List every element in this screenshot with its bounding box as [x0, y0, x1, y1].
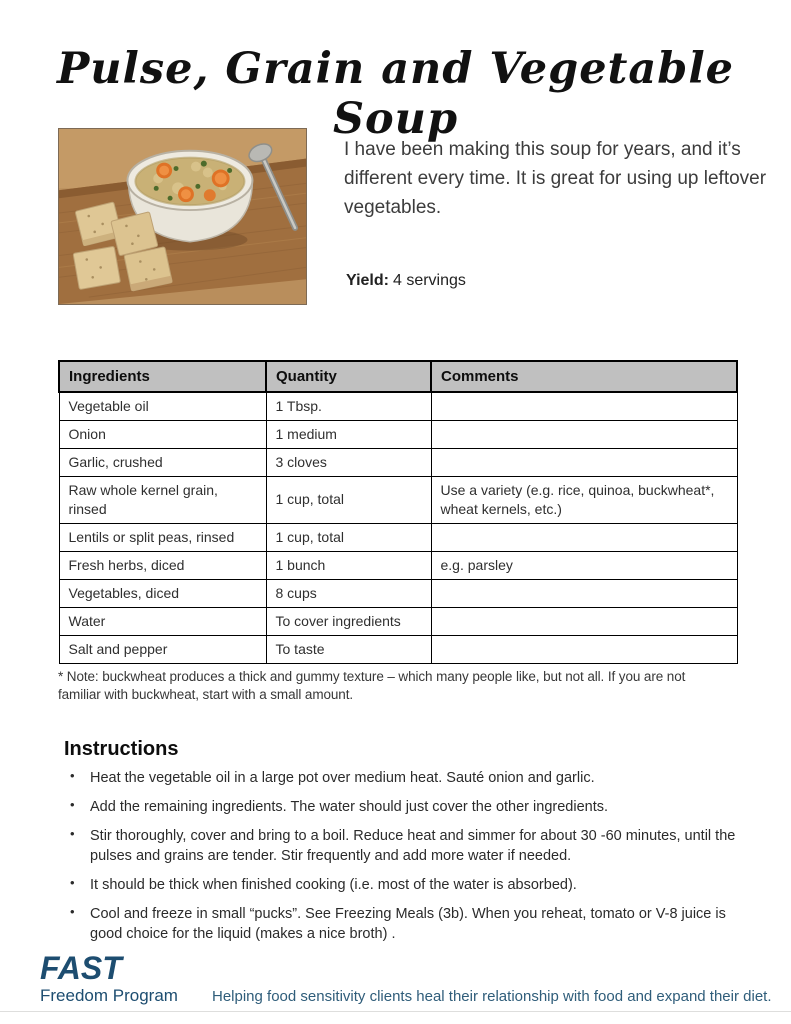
instruction-step: • Cool and freeze in small “pucks”. See Freezing Meals (3b). When you reheat, tomato or V-8 juice is good choice for the liquid (makes a nice broth) . — [64, 904, 754, 944]
cell-ingredient: Raw whole kernel grain, rinsed — [59, 476, 266, 523]
col-header-quantity: Quantity — [266, 361, 431, 392]
cell-ingredient: Vegetables, diced — [59, 579, 266, 607]
table-row — [59, 420, 737, 448]
instruction-step: • Heat the vegetable oil in a large pot over medium heat. Sauté onion and garlic. — [64, 768, 754, 788]
intro-text: I have been making this soup for years, and it’s different every time. It is great for using up leftover vegetables. — [344, 139, 767, 218]
cell-comment — [431, 448, 737, 476]
cell-ingredient: Water — [59, 607, 266, 635]
footer-tagline: Helping food sensitivity clients heal their relationship with food and expand their diet. — [212, 988, 772, 1005]
instruction-step: • Stir thoroughly, cover and bring to a boil. Reduce heat and simmer for about 30 -60 minutes, until the pulses and grains are tender. Stir frequently and add more water if needed. — [64, 826, 754, 866]
table-row — [59, 635, 737, 663]
instructions-heading: Instructions — [64, 738, 179, 760]
table-row — [59, 607, 737, 635]
yield-value: 4 servings — [392, 272, 466, 289]
col-header-comments: Comments — [431, 361, 737, 392]
table-row — [59, 579, 737, 607]
cell-ingredient: Salt and pepper — [59, 635, 266, 663]
yield-line — [346, 272, 466, 290]
soup-photo-illustration — [59, 129, 306, 304]
cell-comment — [431, 523, 737, 551]
cell-quantity: To cover ingredients — [266, 607, 431, 635]
table-row — [59, 392, 737, 420]
cell-quantity: 1 cup, total — [266, 523, 431, 551]
table-row — [59, 476, 737, 523]
instruction-step: • Add the remaining ingredients. The water should just cover the other ingredients. — [64, 797, 754, 817]
cell-comment: e.g. parsley — [431, 551, 737, 579]
cell-quantity: 3 cloves — [266, 448, 431, 476]
cell-comment — [431, 635, 737, 663]
page-title: Pulse, Grain and Vegetable Soup — [56, 44, 735, 144]
table-row — [59, 551, 737, 579]
cell-ingredient: Onion — [59, 420, 266, 448]
buckwheat-note: * Note: buckwheat produces a thick and gummy texture – which many people like, but not all. If you are not familiar with buckwheat, start with a small amount. — [58, 669, 686, 703]
fast-logo: FAST — [40, 950, 122, 986]
freedom-program-label: Freedom Program — [40, 986, 178, 1005]
cell-comment — [431, 579, 737, 607]
cell-quantity: 8 cups — [266, 579, 431, 607]
cell-quantity: 1 cup, total — [266, 476, 431, 523]
instruction-step: • It should be thick when finished cooking (i.e. most of the water is absorbed). — [64, 875, 754, 895]
table-header-row — [59, 361, 737, 392]
ingredients-table — [58, 360, 738, 664]
cell-quantity: 1 bunch — [266, 551, 431, 579]
cell-comment — [431, 607, 737, 635]
col-header-ingredients: Ingredients — [59, 361, 266, 392]
cell-ingredient: Lentils or split peas, rinsed — [59, 523, 266, 551]
cell-comment — [431, 392, 737, 420]
cell-comment: Use a variety (e.g. rice, quinoa, buckwheat*, wheat kernels, etc.) — [431, 476, 737, 523]
footer-divider — [0, 1011, 791, 1012]
yield-label: Yield: — [346, 272, 389, 289]
table-row — [59, 448, 737, 476]
cell-ingredient: Vegetable oil — [59, 392, 266, 420]
cell-ingredient: Garlic, crushed — [59, 448, 266, 476]
cell-ingredient: Fresh herbs, diced — [59, 551, 266, 579]
cell-quantity: To taste — [266, 635, 431, 663]
table-row — [59, 523, 737, 551]
instructions-list — [64, 768, 754, 953]
cell-comment — [431, 420, 737, 448]
cell-quantity: 1 medium — [266, 420, 431, 448]
recipe-photo — [58, 128, 307, 305]
cell-quantity: 1 Tbsp. — [266, 392, 431, 420]
